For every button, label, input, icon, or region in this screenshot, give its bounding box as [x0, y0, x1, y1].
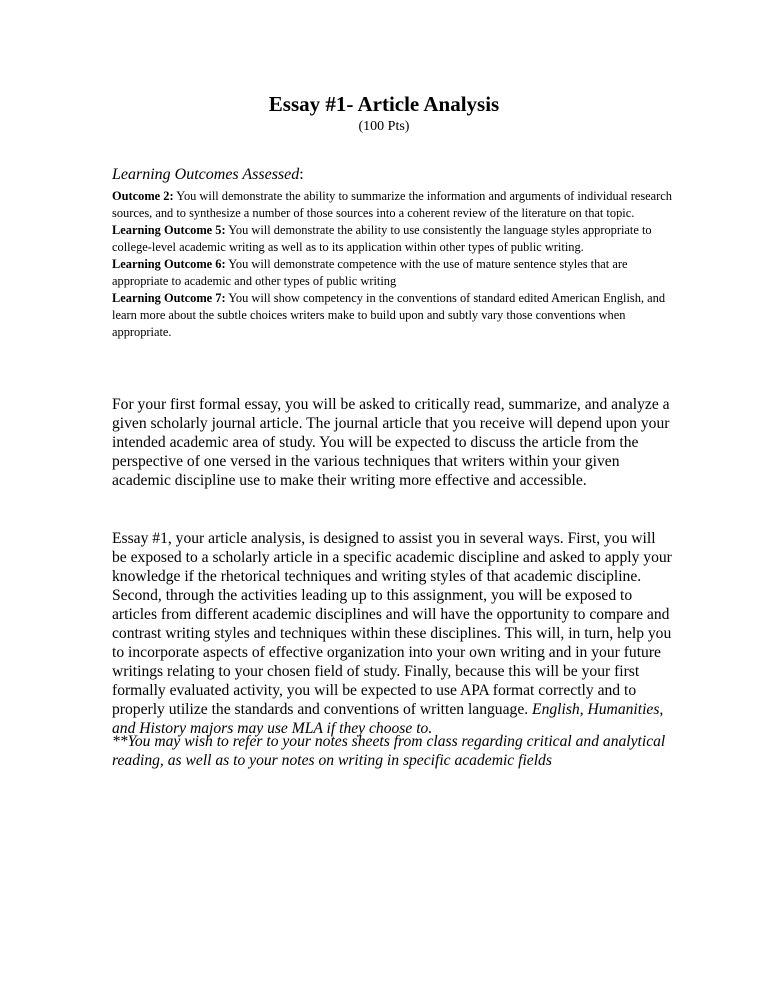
outcomes-list: [112, 188, 672, 341]
outcomes-heading-colon: :: [299, 166, 304, 183]
points-label: (100 Pts): [358, 119, 410, 134]
outcome-item-6: [112, 256, 672, 290]
document-title: Essay #1- Article Analysis: [268, 92, 500, 116]
notes-reminder: **You may wish to refer to your notes sheets from class regarding critical and analytical reading, as well as to your notes on writing in specific academic fields: [112, 733, 666, 769]
outcome-item-2: [112, 188, 672, 222]
outcome-text: You will demonstrate competence with the use of mature sentence styles that are appropriate to academic and other types of public writing: [112, 257, 628, 288]
outcome-label: Learning Outcome 6:: [112, 257, 226, 271]
outcome-item-7: [112, 290, 672, 341]
outcome-label: Outcome 2:: [112, 189, 174, 203]
outcome-item-5: [112, 222, 672, 256]
mla-note: English, Humanities, and History majors may use MLA if they choose to.: [112, 701, 664, 737]
outcome-text: You will demonstrate the ability to use consistently the language styles appropriate to college-level academic writing as well as to its application within other types of public writing.: [112, 223, 652, 254]
outcome-label: Learning Outcome 5:: [112, 223, 226, 237]
outcome-text: You will show competency in the conventions of standard edited American English, and learn more about the subtle choices writers make to build upon and subtly vary those conventions when appropriate.: [112, 291, 666, 339]
outcome-text: You will demonstrate the ability to summarize the information and arguments of individual research sources, and to synthesize a number of those sources into a coherent review of the literature on that topic.: [112, 189, 672, 220]
outcomes-heading: [112, 165, 304, 184]
body-paragraph-purpose: [112, 529, 672, 738]
outcome-label: Learning Outcome 7:: [112, 291, 226, 305]
body-paragraph-intro: For your first formal essay, you will be asked to critically read, summarize, and analyze a given scholarly journal article. The journal article that you receive will depend upon your intended academic area of study. You will be expected to discuss the article from the perspective of one versed in the various techniques that writers within your given academic discipline use to make their writing more effective and accessible.: [112, 396, 670, 489]
body-paragraph-purpose-text: Essay #1, your article analysis, is designed to assist you in several ways. First, you will be exposed to a scholarly article in a specific academic discipline and asked to apply your knowledge if the rhetorical techniques and writing styles of that academic discipline. Second, through the activities leading up to this assignment, you will be exposed to articles from different academic disciplines and will have the opportunity to compare and contrast writing styles and techniques within these disciplines. This will, in turn, help you to incorporate aspects of effective organization into your own writing and in your future writings relating to your chosen field of study. Finally, because this will be your first formally evaluated activity, you will be expected to use APA format correctly and to properly utilize the standards and conventions of written language.: [112, 530, 672, 718]
outcomes-heading-text: Learning Outcomes Assessed: [112, 166, 300, 183]
